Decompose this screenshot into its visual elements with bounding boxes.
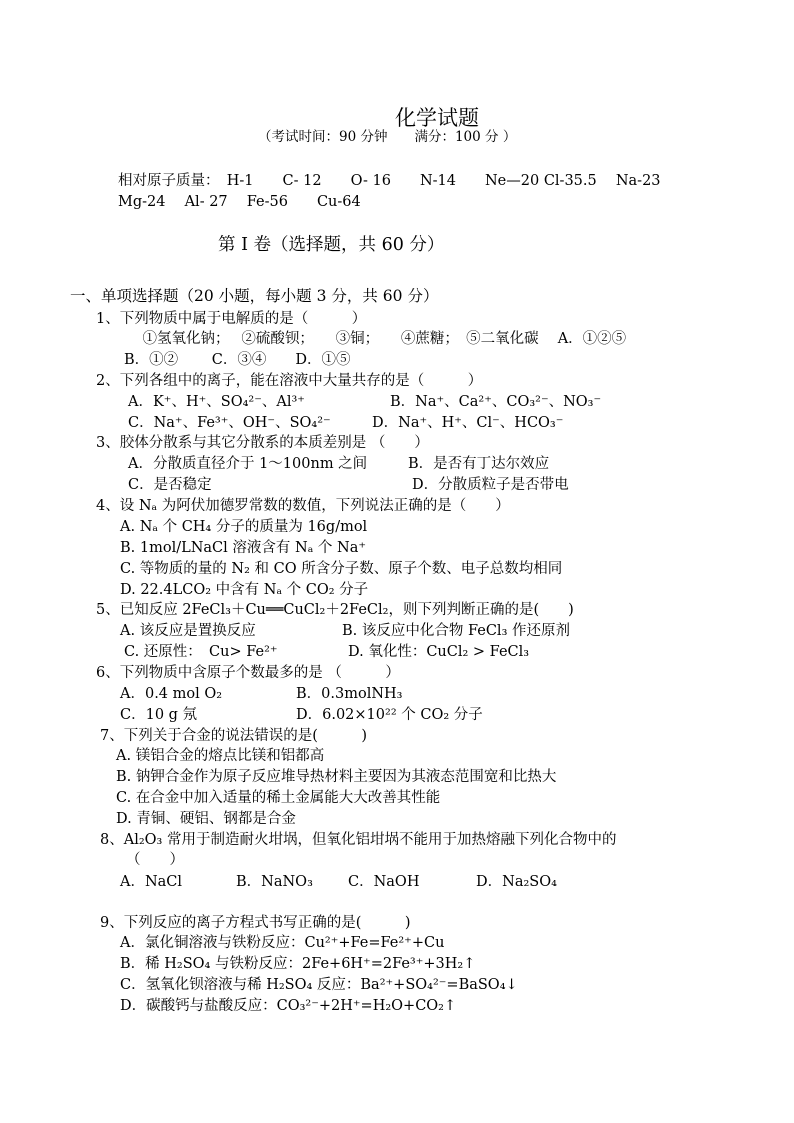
question-option: B．NaNO₃ xyxy=(236,874,313,890)
question-option: A．0.4 mol O₂ xyxy=(120,686,223,702)
question-option: ①氢氧化钠； ②硫酸钡； ③铜； ④蔗糖； ⑤二氧化碳 A．①②⑤ xyxy=(128,331,627,347)
question-option: （ ） xyxy=(126,852,184,868)
question-option: A. 该反应是置换反应 xyxy=(120,623,256,639)
question-option: C．氢氧化钡溶液与稀 H₂SO₄ 反应：Ba²⁺+SO₄²⁻=BaSO₄↓ xyxy=(120,977,518,993)
question-option: A．K⁺、H⁺、SO₄²⁻、Al³⁺ xyxy=(128,394,305,410)
question-stem: 4、设 Nₐ 为阿伏加德罗常数的数值，下列说法正确的是（ ） xyxy=(96,498,510,514)
question-option: B. 钠钾合金作为原子反应堆导热材料主要因为其液态范围宽和比热大 xyxy=(116,769,557,785)
question-option: C. 等物质的量的 N₂ 和 CO 所含分子数、原子个数、电子总数均相同 xyxy=(120,561,563,577)
question-option: B．①② C．③④ D．①⑤ xyxy=(124,352,351,368)
question-option: C．10 g 氖 xyxy=(120,707,198,723)
question-stem: 2、下列各组中的离子，能在溶液中大量共存的是（ ） xyxy=(96,373,483,389)
question-option: D．Na₂SO₄ xyxy=(476,874,557,890)
page-title: 化学试题 xyxy=(395,106,479,130)
question-option: C．NaOH xyxy=(348,874,420,890)
question-option: A．分散质直径介于 1～100nm 之间 xyxy=(128,456,368,472)
question-option: D. 22.4LCO₂ 中含有 Nₐ 个 CO₂ 分子 xyxy=(120,582,369,598)
question-option: A. Nₐ 个 CH₄ 分子的质量为 16g/mol xyxy=(120,519,368,535)
question-option: A. 镁铝合金的熔点比镁和铝都高 xyxy=(116,748,325,764)
question-option: D．分散质粒子是否带电 xyxy=(412,477,569,493)
question-stem: 5、已知反应 2FeCl₃＋Cu══CuCl₂＋2FeCl₂，则下列判断正确的是( ) xyxy=(96,602,574,618)
question-stem: 6、下列物质中含原子个数最多的是 （ ） xyxy=(96,665,400,681)
part-heading: 一、单项选择题（20 小题，每小题 3 分，共 60 分） xyxy=(70,287,439,305)
question-option: B. 1mol/LNaCl 溶液含有 Nₐ 个 Na⁺ xyxy=(120,540,366,556)
question-stem: 9、下列反应的离子方程式书写正确的是( ) xyxy=(100,915,411,931)
question-stem: 1、下列物质中属于电解质的是（ ） xyxy=(96,311,367,327)
question-option: C. 在合金中加入适量的稀土金属能大大改善其性能 xyxy=(116,790,441,806)
question-stem: 7、下列关于合金的说法错误的是( ) xyxy=(100,728,368,744)
question-option: A．氯化铜溶液与铁粉反应：Cu²⁺+Fe=Fe²⁺+Cu xyxy=(120,935,445,951)
question-option: B．是否有丁达尔效应 xyxy=(408,456,550,472)
exam-info: （考试时间：90 分钟 满分：100 分 ） xyxy=(258,129,517,145)
question-option: B. 该反应中化合物 FeCl₃ 作还原剂 xyxy=(342,623,570,639)
atomic-masses-line2: Mg-24 Al- 27 Fe-56 Cu-64 xyxy=(118,194,361,210)
question-option: C．是否稳定 xyxy=(128,477,212,493)
question-option: D．碳酸钙与盐酸反应：CO₃²⁻+2H⁺=H₂O+CO₂↑ xyxy=(120,998,457,1014)
question-option: A．NaCl xyxy=(120,874,183,890)
atomic-masses-line1: 相对原子质量： H-1 C- 12 O- 16 N-14 Ne—20 Cl-35.5 Na-23 xyxy=(118,173,661,189)
question-option: B．0.3molNH₃ xyxy=(296,686,403,702)
question-stem: 3、胶体分散系与其它分散系的本质差别是 （ ） xyxy=(96,435,429,451)
question-option: D. 青铜、硬铝、钢都是合金 xyxy=(116,811,296,827)
question-option: C. 还原性： Cu> Fe²⁺ xyxy=(124,644,278,660)
question-option: D．Na⁺、H⁺、Cl⁻、HCO₃⁻ xyxy=(372,415,564,431)
question-option: C．Na⁺、Fe³⁺、OH⁻、SO₄²⁻ xyxy=(128,415,331,431)
question-option: B．Na⁺、Ca²⁺、CO₃²⁻、NO₃⁻ xyxy=(390,394,602,410)
question-stem: 8、Al₂O₃ 常用于制造耐火坩埚，但氧化铝坩埚不能用于加热熔融下列化合物中的 xyxy=(100,832,617,848)
question-option: D. 氧化性：CuCl₂ > FeCl₃ xyxy=(348,644,530,660)
section-title: 第 I 卷（选择题，共 60 分） xyxy=(218,235,445,255)
question-option: B．稀 H₂SO₄ 与铁粉反应：2Fe+6H⁺=2Fe³⁺+3H₂↑ xyxy=(120,956,476,972)
question-option: D．6.02×10²² 个 CO₂ 分子 xyxy=(296,707,483,723)
